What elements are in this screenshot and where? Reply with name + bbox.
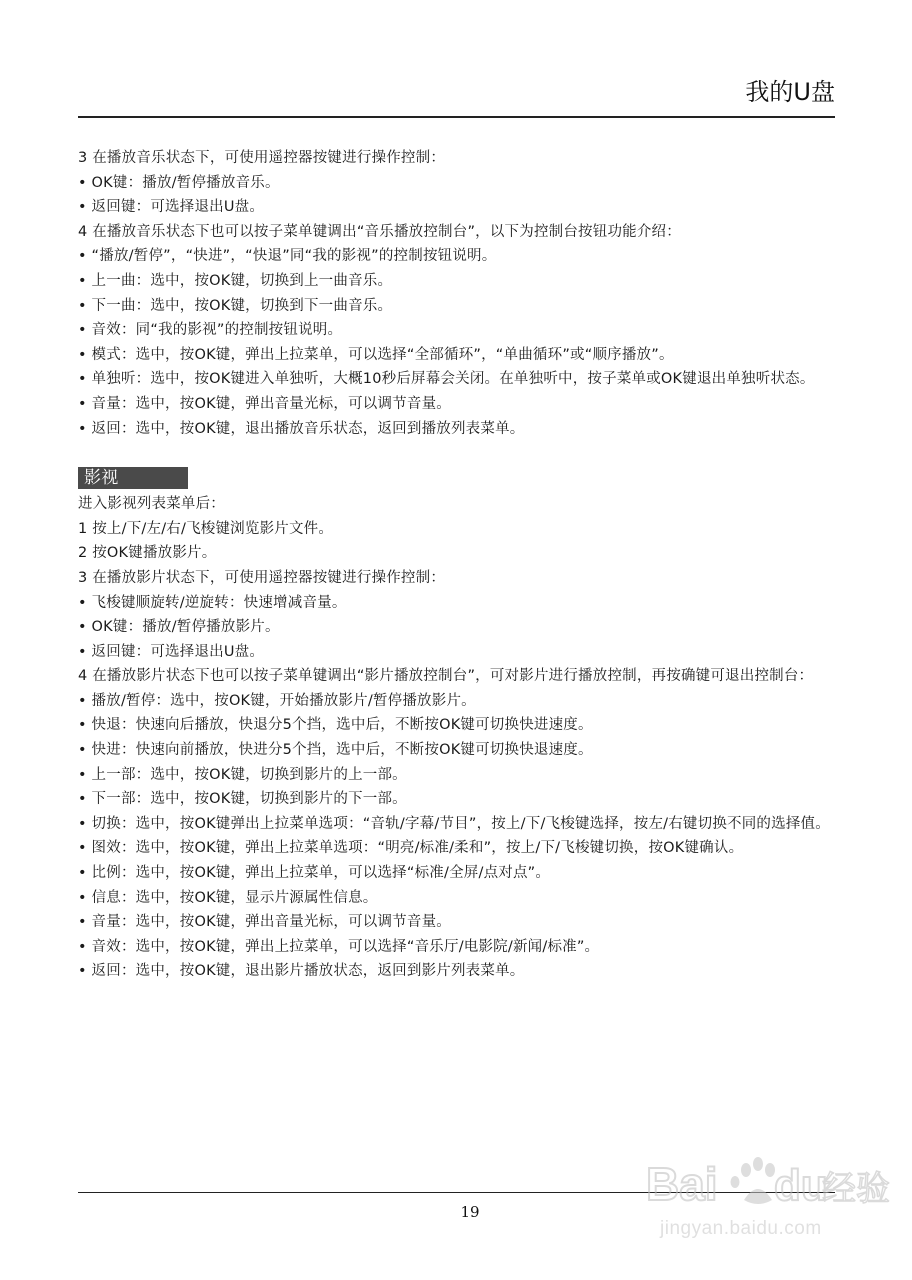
- video-line: • 音量：选中，按OK键，弹出音量光标，可以调节音量。: [78, 914, 451, 931]
- manual-content: [78, 146, 838, 984]
- video-line: • 切换：选中，按OK键弹出上拉菜单选项：“音轨/字幕/节目”，按上/下/飞梭键选择，按左/右键切换不同的选择值。: [78, 815, 830, 832]
- music-line: • 音量：选中，按OK键，弹出音量光标，可以调节音量。: [78, 395, 451, 412]
- video-line: • 快进：快速向前播放，快进分5个挡，选中后，不断按OK键可切换快退速度。: [78, 742, 593, 759]
- page-header-title: 我的U盘: [745, 78, 835, 106]
- music-line: • 上一曲：选中，按OK键，切换到上一曲音乐。: [78, 272, 393, 289]
- video-line: • 上一部：选中，按OK键，切换到影片的上一部。: [78, 766, 407, 783]
- header-divider: [78, 116, 835, 118]
- music-line: • 下一曲：选中，按OK键，切换到下一曲音乐。: [78, 297, 393, 314]
- baidu-watermark: [640, 1148, 890, 1258]
- svg-text:Bai: Bai: [646, 1158, 718, 1210]
- section-heading-video: 影视: [78, 467, 188, 489]
- video-line: • 音效：选中，按OK键，弹出上拉菜单，可以选择“音乐厅/电影院/新闻/标准”。: [78, 938, 600, 955]
- watermark-url: jingyan.baidu.com: [660, 1218, 822, 1239]
- video-line: • 下一部：选中，按OK键，切换到影片的下一部。: [78, 791, 407, 808]
- video-line: 3 在播放影片状态下，可使用遥控器按键进行操作控制：: [78, 569, 446, 586]
- video-line: 4 在播放影片状态下也可以按子菜单键调出“影片播放控制台”，可对影片进行播放控制，再按确键可退出控制台：: [78, 668, 814, 685]
- baidu-paw-icon: [640, 1148, 890, 1218]
- video-line: 2 按OK键播放影片。: [78, 545, 217, 562]
- music-line: • 返回键：可选择退出U盘。: [78, 199, 265, 216]
- svg-text:经验: 经验: [822, 1169, 890, 1209]
- video-line: 1 按上/下/左/右/飞梭键浏览影片文件。: [78, 520, 334, 537]
- music-line: 4 在播放音乐状态下也可以按子菜单键调出“音乐播放控制台”，以下为控制台按钮功能介绍：: [78, 223, 681, 240]
- video-line: • 返回键：可选择退出U盘。: [78, 643, 265, 660]
- video-line: 进入影视列表菜单后：: [78, 496, 225, 513]
- music-line: • 返回：选中，按OK键，退出播放音乐状态，返回到播放列表菜单。: [78, 420, 525, 437]
- video-line: • 快退：快速向后播放，快退分5个挡，选中后，不断按OK键可切换快进速度。: [78, 717, 593, 734]
- music-line: • 模式：选中，按OK键，弹出上拉菜单，可以选择“全部循环”，“单曲循环”或“顺序播放”。: [78, 346, 674, 363]
- video-line: • 信息：选中，按OK键，显示片源属性信息。: [78, 889, 378, 906]
- video-line: • OK键：播放/暂停播放影片。: [78, 619, 280, 636]
- page-number: 19: [460, 1203, 480, 1221]
- music-line: • 音效：同“我的影视”的控制按钮说明。: [78, 322, 343, 339]
- video-line: • 返回：选中，按OK键，退出影片播放状态，返回到影片列表菜单。: [78, 963, 525, 980]
- music-line: • “播放/暂停”，“快进”，“快退”同“我的影视”的控制按钮说明。: [78, 248, 497, 265]
- video-line: • 比例：选中，按OK键，弹出上拉菜单，可以选择“标准/全屏/点对点”。: [78, 865, 551, 882]
- video-line: • 图效：选中，按OK键，弹出上拉菜单选项：“明亮/标准/柔和”，按上/下/飞梭键切换，按OK键确认。: [78, 840, 744, 857]
- svg-text:du: du: [774, 1161, 828, 1210]
- music-line: 3 在播放音乐状态下，可使用遥控器按键进行操作控制：: [78, 150, 446, 166]
- video-line: • 播放/暂停：选中，按OK键，开始播放影片/暂停播放影片。: [78, 692, 476, 709]
- video-line: • 飞梭键顺旋转/逆旋转：快速增减音量。: [78, 594, 347, 611]
- music-line: • OK键：播放/暂停播放音乐。: [78, 174, 280, 191]
- music-line: • 单独听：选中，按OK键进入单独听，大概10秒后屏幕会关闭。在单独听中，按子菜单或OK键退出单独听状态。: [78, 371, 815, 388]
